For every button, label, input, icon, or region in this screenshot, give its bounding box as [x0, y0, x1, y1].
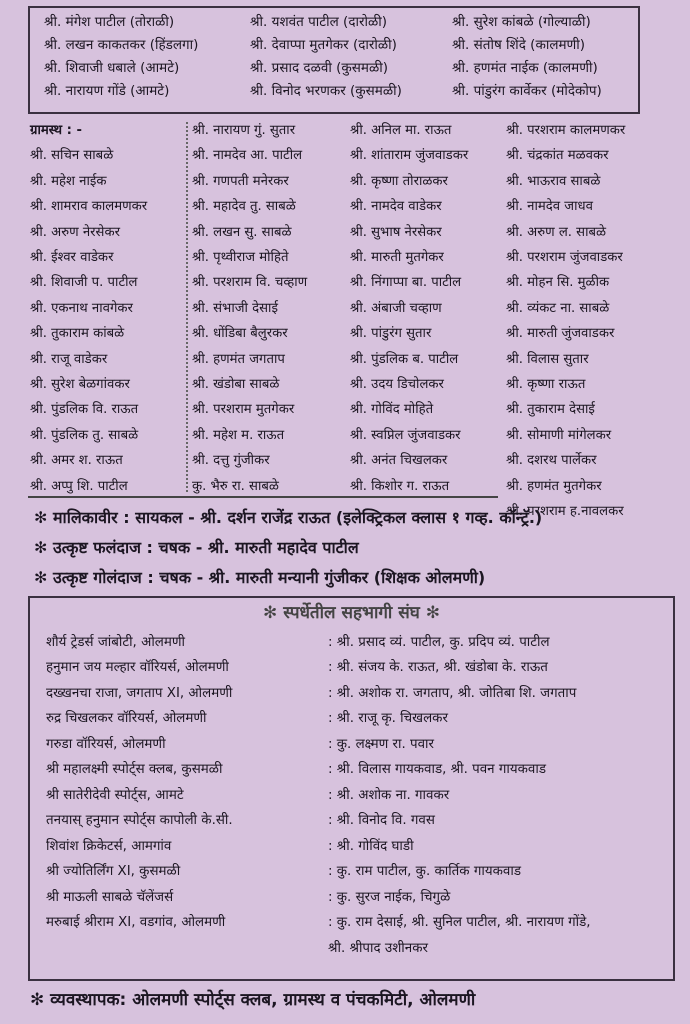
team-name: श्री माऊली साबळे चॅलेंजर्स — [46, 889, 174, 905]
villager-name: श्री. सुभाष नेरसेकर — [350, 224, 442, 240]
team-players: : श्री. प्रसाद व्यं. पाटील, कु. प्रदिप व्यं. पाटील — [328, 634, 550, 650]
villager-name: श्री. मोहन सि. मुळीक — [506, 275, 610, 291]
guest-name: श्री. मंगेश पाटील (तोराळी) — [44, 14, 175, 30]
villager-name: श्री. खंडोबा साबळे — [192, 377, 280, 393]
villager-name: श्री. अप्पु शि. पाटील — [30, 478, 128, 494]
team-players: : कु. राम पाटील, कु. कार्तिक गायकवाड — [328, 864, 521, 880]
team-row — [46, 679, 666, 705]
villager-name: श्री. तुकाराम कांबळे — [30, 326, 125, 342]
villager-name: श्री. एकनाथ नावगेकर — [30, 300, 133, 316]
guest-name: श्री. नारायण गोंडे (आमटे) — [44, 83, 170, 99]
team-name: गरुडा वॉरियर्स, ओलमणी — [46, 736, 166, 752]
villager-name: श्री. भाऊराव साबळे — [506, 173, 601, 189]
villager-name: श्री. नारायण गुं. सुतार — [192, 123, 296, 138]
guests-grid — [44, 12, 634, 101]
guests-box — [28, 6, 640, 114]
villager-name: श्री. परशराम ह.नावलकर — [506, 504, 624, 520]
divider-line — [28, 496, 498, 498]
villager-name: श्री. सोमाणी मांगेलकर — [506, 427, 612, 443]
villager-name: श्री. संभाजी देसाई — [192, 300, 278, 316]
villager-name: श्री. अमर श. राऊत — [30, 453, 123, 469]
villager-name: श्री. किशोर ग. राऊत — [350, 478, 450, 494]
villagers-col-1 — [30, 118, 147, 499]
team-players: : श्री. अशोक ना. गावकर — [328, 787, 450, 803]
villager-name: श्री. महेश म. राऊत — [192, 427, 285, 443]
guest-name: श्री. देवाप्पा मुतगेकर (दारोळी) — [250, 37, 397, 53]
villagers-label: ग्रामस्थ : - — [30, 123, 82, 138]
team-row — [46, 628, 666, 654]
villager-name: श्री. दशरथ पार्लेकर — [506, 453, 597, 469]
team-row — [46, 705, 666, 731]
team-players: : कु. लक्ष्मण रा. पवार — [328, 736, 435, 752]
villager-name: श्री. परशराम कालमणकर — [506, 123, 626, 138]
guest-name: श्री. पांडुरंग कार्वेकर (मोदेकोप) — [452, 83, 602, 99]
guest-name: श्री. यशवंत पाटील (दारोळी) — [250, 14, 388, 30]
villager-name: श्री. नामदेव जाधव — [506, 199, 593, 215]
organizer-footer: ✻ व्यवस्थापक: ओलमणी स्पोर्ट्स क्लब, ग्रामस्थ व पंचकमिटी, ओलमणी — [30, 990, 476, 1010]
villager-name: श्री. पांडुरंग सुतार — [350, 326, 432, 342]
villager-name: श्री. ईश्वर वाडेकर — [30, 250, 114, 266]
team-row — [46, 756, 666, 782]
villager-name: श्री. उदय डिचोलकर — [350, 377, 444, 393]
villager-name: श्री. अंबाजी चव्हाण — [350, 300, 442, 316]
villager-name: श्री. मारुती मुतगेकर — [350, 250, 444, 266]
villager-name: श्री. नामदेव आ. पाटील — [192, 148, 303, 164]
villager-name: श्री. अनिल मा. राऊत — [350, 123, 452, 138]
team-players: श्री. श्रीपाद उशीनकर — [328, 940, 428, 956]
team-row — [46, 781, 666, 807]
team-name: शौर्य ट्रेडर्स जांबोटी, ओलमणी — [46, 634, 186, 650]
team-row — [46, 832, 666, 858]
guest-name: श्री. लखन काकतकर (हिंडलगा) — [44, 37, 199, 53]
team-row — [46, 883, 666, 909]
villager-name: श्री. पुंडलिक ब. पाटील — [350, 351, 459, 367]
team-players: : श्री. संजय के. राऊत, श्री. खंडोबा के. राऊत — [328, 660, 548, 676]
villager-name: श्री. पुंडलिक वि. राऊत — [30, 402, 139, 418]
villager-name: श्री. विलास सुतार — [506, 351, 589, 367]
villager-name: श्री. व्यंकट ना. साबळे — [506, 300, 610, 316]
guest-name: श्री. शिवाजी धबाले (आमटे) — [44, 60, 180, 76]
villager-name: श्री. अरुण नेरसेकर — [30, 224, 120, 240]
guest-name: श्री. हणमंत नाईक (कालमणी) — [452, 60, 598, 76]
villager-name: श्री. नामदेव वाडेकर — [350, 199, 442, 215]
guest-name: श्री. विनोद भरणकर (कुसमळी) — [250, 83, 402, 99]
villager-name: श्री. अरुण ल. साबळे — [506, 224, 607, 240]
teams-title: ✻ स्पर्धेतील सहभागी संघ ✻ — [263, 603, 440, 623]
team-name: तनयास् हनुमान स्पोर्ट्स कापोली के.सी. — [46, 813, 233, 829]
villagers-col-4 — [506, 118, 625, 525]
villager-name: श्री. सुरेश बेळगांवकर — [30, 377, 130, 393]
team-row — [46, 858, 666, 884]
villager-name: श्री. मारुती जुंजवाडकर — [506, 326, 615, 342]
villager-name: श्री. पुंडलिक तु. साबळे — [30, 427, 139, 443]
villager-name: श्री. शिवाजी प. पाटील — [30, 275, 138, 291]
team-name: दख्खनचा राजा, जगताप XI, ओलमणी — [46, 685, 233, 701]
team-name: श्री सातेरीदेवी स्पोर्ट्स, आमटे — [46, 787, 184, 803]
team-players: : श्री. अशोक रा. जगताप, श्री. जोतिबा शि. जगताप — [328, 685, 577, 701]
team-players: : श्री. विलास गायकवाड, श्री. पवन गायकवाड — [328, 762, 546, 778]
column-divider — [186, 122, 188, 492]
villager-name: श्री. कृष्णा तोराळकर — [350, 173, 448, 189]
villager-name: श्री. धोंडिबा बैलुरकर — [192, 326, 288, 342]
team-name: श्री महालक्ष्मी स्पोर्ट्स क्लब, कुसमळी — [46, 762, 223, 778]
villagers-col-3 — [350, 118, 468, 499]
award-man-of-series: ✻ मालिकावीर : सायकल - श्री. दर्शन राजेंद्र राऊत (इलेक्ट्रिकल क्लास १ गव्ह. कॉन्ट्रॅ.) — [34, 508, 543, 527]
team-name: मरुबाई श्रीराम XI, वडगांव, ओलमणी — [46, 915, 226, 931]
award-best-bowler: ✻ उत्कृष्ट गोलंदाज : चषक - श्री. मारुती मन्यानी गुंजीकर (शिक्षक ओलमणी) — [34, 568, 486, 587]
villager-name: श्री. परशराम वि. चव्हाण — [192, 275, 308, 291]
villager-name: श्री. लखन सु. साबळे — [192, 224, 292, 240]
villager-name: श्री. परशराम जुंजवाडकर — [506, 250, 623, 266]
villager-name: श्री. निंगाप्पा बा. पाटील — [350, 275, 462, 291]
villager-name: श्री. राजू वाडेकर — [30, 351, 108, 367]
guest-name: श्री. संतोष शिंदे (कालमणी) — [452, 37, 586, 53]
team-name: रुद्र चिखलकर वॉरियर्स, ओलमणी — [46, 711, 207, 727]
villager-name: श्री. गणपती मनेरकर — [192, 173, 289, 189]
villager-name: श्री. अनंत चिखलकर — [350, 453, 448, 469]
team-row — [46, 909, 666, 935]
villager-name: श्री. महादेव तु. साबळे — [192, 199, 296, 215]
villager-name: श्री. शांताराम जुंजवाडकर — [350, 148, 469, 164]
villager-name: श्री. महेश नाईक — [30, 173, 107, 189]
team-row — [46, 807, 666, 833]
award-best-batsman: ✻ उत्कृष्ट फलंदाज : चषक - श्री. मारुती महादेव पाटील — [34, 538, 359, 557]
guest-name: श्री. सुरेश कांबळे (गोल्याळी) — [452, 14, 591, 30]
villager-name: श्री. हणमंत मुतगेकर — [506, 478, 602, 494]
villager-name: श्री. दत्तु गुंजीकर — [192, 453, 270, 469]
villager-name: श्री. कृष्णा राऊत — [506, 377, 586, 393]
villager-name: श्री. शामराव कालमणकर — [30, 199, 148, 215]
villagers-col-2 — [192, 118, 307, 499]
villager-name: कु. भैरु रा. साबळे — [192, 478, 279, 494]
villager-name: श्री. स्वप्निल जुंजवाडकर — [350, 427, 461, 443]
team-players: : श्री. गोविंद घाडी — [328, 838, 414, 854]
team-name: श्री ज्योतिर्लिंग XI, कुसमळी — [46, 864, 181, 880]
team-row — [46, 654, 666, 680]
team-row — [46, 730, 666, 756]
villager-name: श्री. परशराम मुतगेकर — [192, 402, 295, 418]
team-players: : कु. राम देसाई, श्री. सुनिल पाटील, श्री. नारायण गोंडे, — [328, 915, 591, 931]
team-row — [46, 934, 666, 960]
guest-name: श्री. प्रसाद दळवी (कुसमळी) — [250, 60, 388, 76]
villager-name: श्री. चंद्रकांत मळवकर — [506, 148, 609, 164]
team-name: हनुमान जय मल्हार वॉरियर्स, ओलमणी — [46, 660, 229, 676]
villager-name: श्री. पृथ्वीराज मोहिते — [192, 250, 289, 266]
team-name: शिवांश क्रिकेटर्स, आमगांव — [46, 838, 172, 854]
villager-name: श्री. सचिन साबळे — [30, 148, 114, 164]
teams-list — [46, 628, 666, 960]
villager-name: श्री. हणमंत जगताप — [192, 351, 285, 367]
villager-name: श्री. तुकाराम देसाई — [506, 402, 595, 418]
teams-box — [28, 596, 675, 981]
team-players: : श्री. राजू कृ. चिखलकर — [328, 711, 448, 727]
team-players: : श्री. विनोद वि. गवस — [328, 813, 435, 829]
villager-name: श्री. गोविंद मोहिते — [350, 402, 434, 418]
team-players: : कु. सुरज नाईक, चिगुळे — [328, 889, 451, 905]
